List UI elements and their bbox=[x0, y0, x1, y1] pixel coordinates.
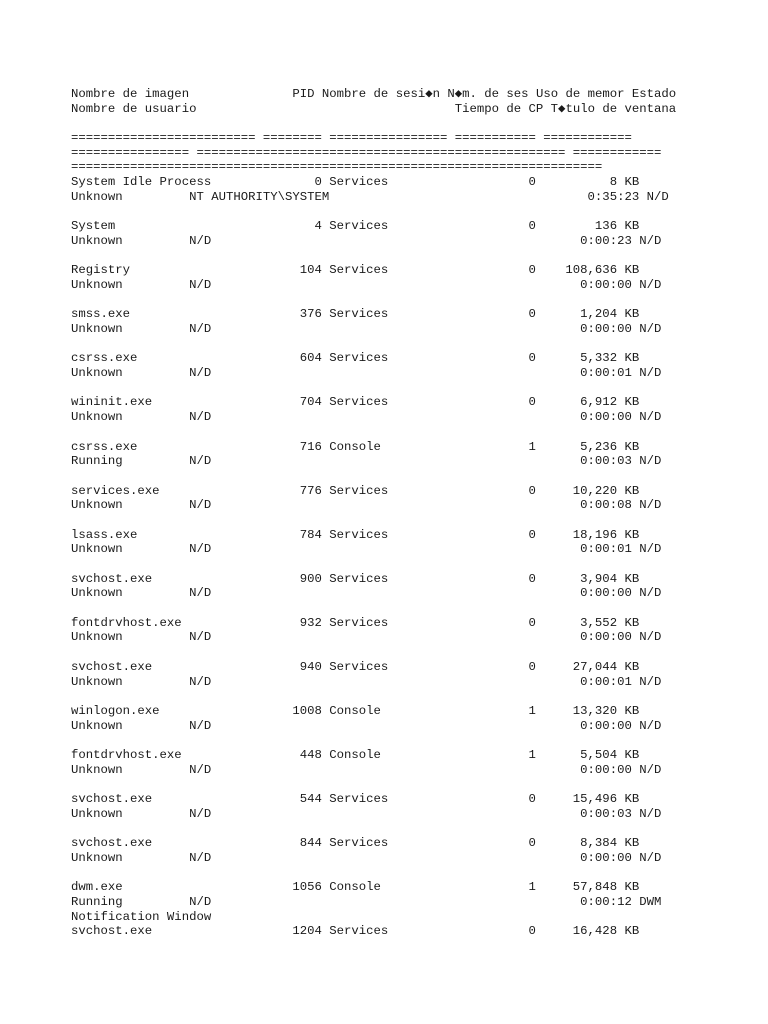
process-line-1: lsass.exe 784 Services 0 18,196 KB bbox=[71, 527, 640, 542]
process-list bbox=[71, 175, 676, 924]
process-line-1: svchost.exe 900 Services 0 3,904 KB bbox=[71, 571, 640, 586]
separator-line-3: ======================================================================== bbox=[71, 160, 603, 175]
process-entry bbox=[71, 528, 676, 557]
process-entry bbox=[71, 351, 676, 380]
process-line-1: csrss.exe 604 Services 0 5,332 KB bbox=[71, 351, 640, 366]
blank-line bbox=[71, 116, 676, 131]
process-line-2: Unknown N/D 0:00:00 N/D bbox=[71, 322, 662, 336]
process-line-1: svchost.exe 940 Services 0 27,044 KB bbox=[71, 659, 640, 674]
process-entry bbox=[71, 307, 676, 336]
process-line-2: Unknown N/D 0:00:00 N/D bbox=[71, 718, 662, 733]
process-line-1: svchost.exe 544 Services 0 15,496 KB bbox=[71, 792, 640, 806]
blank-line bbox=[71, 777, 676, 792]
process-entry bbox=[71, 175, 676, 204]
process-entry bbox=[71, 263, 676, 292]
blank-line bbox=[71, 557, 676, 572]
process-entry bbox=[71, 484, 676, 513]
separator-line-2: ================ ================================================== ============ bbox=[71, 145, 662, 160]
process-entry bbox=[71, 660, 676, 689]
process-line-2: Unknown N/D 0:00:00 N/D bbox=[71, 277, 662, 292]
process-line-2: Running N/D 0:00:03 N/D bbox=[71, 454, 662, 469]
blank-line bbox=[71, 293, 676, 308]
process-line-2: Unknown N/D 0:00:00 N/D bbox=[71, 630, 662, 645]
process-line-1: System 4 Services 0 136 KB bbox=[71, 219, 640, 234]
process-line-1: svchost.exe 844 Services 0 8,384 KB bbox=[71, 836, 640, 851]
blank-line bbox=[71, 865, 676, 880]
process-line-1: fontdrvhost.exe 448 Console 1 5,504 KB bbox=[71, 747, 640, 762]
process-line-1: services.exe 776 Services 0 10,220 KB bbox=[71, 483, 640, 498]
process-entry bbox=[71, 836, 676, 865]
process-line-1: fontdrvhost.exe 932 Services 0 3,552 KB bbox=[71, 615, 640, 630]
process-line-1: Registry 104 Services 0 108,636 KB bbox=[71, 263, 640, 278]
task-list-printout bbox=[71, 87, 676, 939]
process-line-2: Unknown N/D 0:00:08 N/D bbox=[71, 498, 662, 513]
blank-line bbox=[71, 645, 676, 660]
blank-line bbox=[71, 425, 676, 440]
trailing-process-line: svchost.exe 1204 Services 0 16,428 KB bbox=[71, 924, 640, 939]
process-line-2: Unknown N/D 0:00:23 N/D bbox=[71, 233, 662, 248]
process-line-1: winlogon.exe 1008 Console 1 13,320 KB bbox=[71, 703, 640, 718]
process-line-3: Notification Window bbox=[71, 909, 212, 924]
blank-line bbox=[71, 689, 676, 704]
blank-line bbox=[71, 469, 676, 484]
process-line-2: Unknown N/D 0:00:03 N/D bbox=[71, 806, 662, 821]
process-line-2: Unknown N/D 0:00:00 N/D bbox=[71, 762, 662, 777]
header-line-1: Nombre de imagen PID Nombre de sesi◆n N◆m. de ses Uso de memor Estado bbox=[71, 87, 677, 101]
process-entry bbox=[71, 616, 676, 645]
process-line-2: Unknown N/D 0:00:00 N/D bbox=[71, 410, 662, 425]
process-line-2: Unknown N/D 0:00:01 N/D bbox=[71, 674, 662, 689]
process-line-2: Running N/D 0:00:12 DWM bbox=[71, 894, 662, 909]
blank-line bbox=[71, 337, 676, 352]
process-line-1: wininit.exe 704 Services 0 6,912 KB bbox=[71, 395, 640, 410]
process-line-1: dwm.exe 1056 Console 1 57,848 KB bbox=[71, 880, 640, 895]
blank-line bbox=[71, 513, 676, 528]
blank-line bbox=[71, 249, 676, 264]
process-entry bbox=[71, 748, 676, 777]
process-entry bbox=[71, 880, 676, 924]
process-line-1: System Idle Process 0 Services 0 8 KB bbox=[71, 175, 640, 190]
process-line-2: Unknown NT AUTHORITY\SYSTEM 0:35:23 N/D bbox=[71, 189, 669, 204]
blank-line bbox=[71, 205, 676, 220]
process-line-2: Unknown N/D 0:00:00 N/D bbox=[71, 586, 662, 601]
process-line-1: smss.exe 376 Services 0 1,204 KB bbox=[71, 307, 640, 322]
process-line-2: Unknown N/D 0:00:01 N/D bbox=[71, 366, 662, 381]
process-entry bbox=[71, 440, 676, 469]
header-line-2: Nombre de usuario Tiempo de CP T◆tulo de ventana bbox=[71, 101, 677, 116]
process-entry bbox=[71, 572, 676, 601]
process-line-2: Unknown N/D 0:00:01 N/D bbox=[71, 542, 662, 557]
process-entry bbox=[71, 395, 676, 424]
process-line-1: csrss.exe 716 Console 1 5,236 KB bbox=[71, 439, 640, 454]
process-line-2: Unknown N/D 0:00:00 N/D bbox=[71, 850, 662, 865]
blank-line bbox=[71, 733, 676, 748]
separator-line-1: ========================= ======== ================ =========== ============ bbox=[71, 131, 632, 146]
process-entry bbox=[71, 792, 676, 821]
blank-line bbox=[71, 821, 676, 836]
blank-line bbox=[71, 601, 676, 616]
process-entry bbox=[71, 219, 676, 248]
process-entry bbox=[71, 704, 676, 733]
blank-line bbox=[71, 381, 676, 396]
